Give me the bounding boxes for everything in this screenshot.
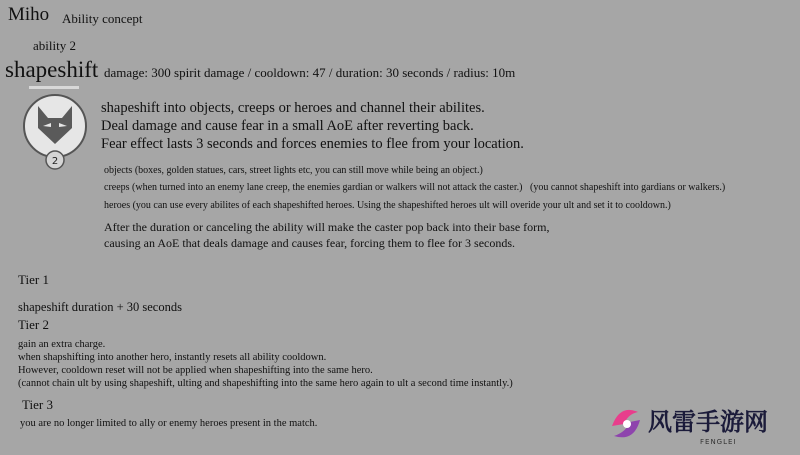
ability-stats: damage: 300 spirit damage / cooldown: 47 / duration: 30 seconds / radius: 10m [104,65,516,80]
ability-icon [21,84,89,174]
tier-1-title: Tier 1 [18,272,49,287]
tier-1-line: shapeshift duration + 30 seconds [18,300,182,314]
hero-name: Miho [8,4,50,25]
note-objects: objects (boxes, golden statues, cars, street lights etc, you can still move while being an object.) [104,165,483,176]
watermark-chinese: 风雷手游网 [648,408,768,436]
note-creeps-extra: (you cannot shapeshift into gardians or walkers.) [530,182,726,193]
tier-2-title: Tier 2 [18,317,49,332]
tier-2-line: gain an extra charge. [18,339,106,350]
note-heroes: heroes (you can use every abilites of each shapeshifted heroes. Using the shapeshifted heroes ult will overide your ult and set it to cooldown.) [104,200,671,211]
ability-number: ability 2 [33,38,76,53]
description-line: Fear effect lasts 3 seconds and forces enemies to flee from your location. [101,136,524,152]
tier-3-title: Tier 3 [22,397,53,412]
ability-name: shapeshift [5,57,99,82]
after-line: causing an AoE that deals damage and causes fear, forcing them to flee for 3 seconds. [104,236,516,250]
icon-badge: 2 [51,156,59,167]
watermark-latin: FENGLEI [700,438,737,446]
tier-3-line: you are no longer limited to ally or enemy heroes present in the match. [20,418,318,429]
tier-2-line: However, cooldown reset will not be applied when shapeshifting into the same hero. [18,365,373,376]
description-line: shapeshift into objects, creeps or heroes and channel their abilites. [101,100,485,116]
note-creeps: creeps (when turned into an enemy lane creep, the enemies gardian or walkers will not attack the caster.) [104,182,523,193]
description-line: Deal damage and cause fear in a small AoE after reverting back. [101,118,474,134]
fox-mask-icon [21,84,89,174]
watermark-logo [600,396,800,450]
after-line: After the duration or canceling the ability will make the caster pop back into their base form, [104,220,550,234]
tier-2-line: when shapshifting into another hero, instantly resets all ability cooldown. [18,352,327,363]
page-subtitle: Ability concept [62,11,143,26]
tier-2-line: (cannot chain ult by using shapeshift, ulting and shapeshifting into the same hero again to ult a second time instantly.) [18,378,513,389]
